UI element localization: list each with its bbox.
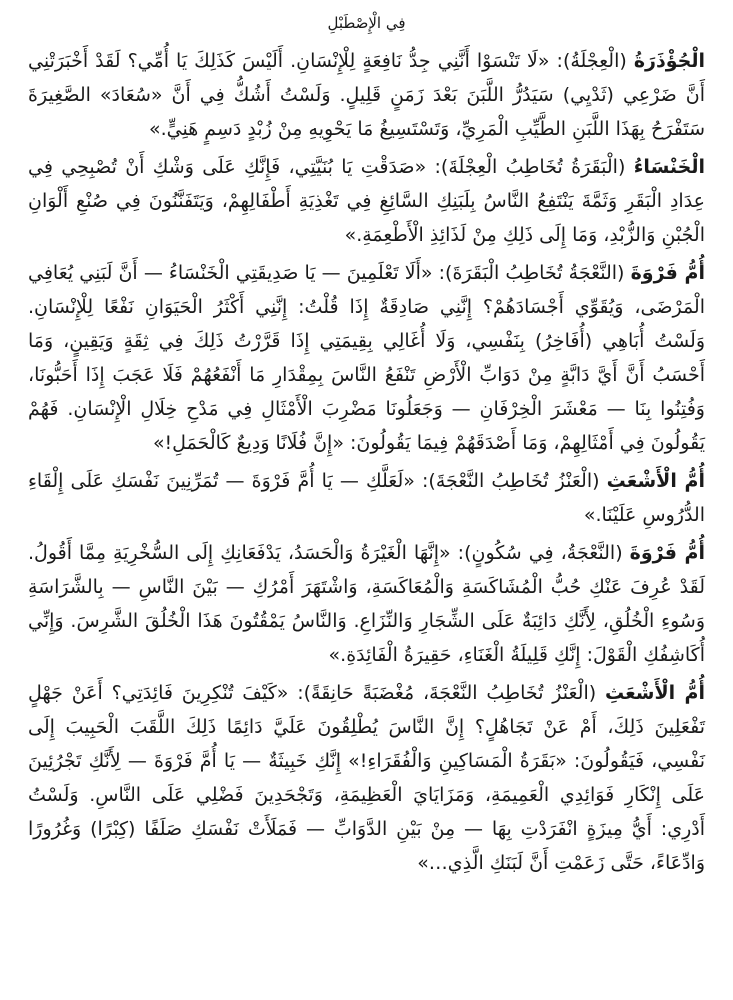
dialogue-text: (النَّعْجَةُ، فِي سُكُونٍ): «إِنَّهَا الْغَيْرَةُ وَالْحَسَدُ، يَدْفَعَانِكِ إِلَى السُّخْرِيَةِ مِمَّا أَقُولُ. لَقَدْ عُرِفَ عَنْكِ حُبُّ الْمُشَاكَسَةِ وَالْمُعَاكَسَةِ، وَاشْتَهَرَ أَمْرُكِ — بَيْنَ النَّاسِ — بِالشَّرَاسَةِ وَسُوءِ الْخُلُقِ، لِأَنَّكِ دَائِبَةٌ عَلَى الشِّجَارِ وَالنِّزَاعِ. وَالنَّاسُ يَمْقُتُونَ هَذَا الْخُلُقَ الشَّرِسَ. وَإِنِّي أُكَاشِفُكِ الْقَوْلَ: إِنَّكِ قَلِيلَةُ الْغَنَاءِ، حَقِيرَةُ الْفَائِدَةِ.» — [28, 542, 705, 666]
speaker-name: الْجُؤْذَرَةُ — [633, 50, 705, 72]
speaker-name: أُمُّ الْأَشْعَثِ — [606, 470, 705, 492]
dialogue-paragraph — [28, 536, 705, 672]
dialogue-paragraph — [28, 256, 705, 460]
dialogue-text: (النَّعْجَةُ تُخَاطِبُ الْبَقَرَةَ): «أَلَا تَعْلَمِينَ — يَا صَدِيقَتِي الْخَنْسَاءُ — أَنَّ لَبَنِي يُعَافِي الْمَرْضَى، وَيُقَوِّي أَجْسَادَهُمْ؟ إِنَّنِي صَادِقَةٌ إِذَا قُلْتُ: إِنَّنِي أَكْثَرُ الْحَيَوَانِ نَفْعًا لِلْإِنْسَانِ. وَلَسْتُ أُبَاهِي (أُفَاخِرُ) بِنَفْسِي، وَلَا أُغَالِي بِقِيمَتِي إِذَا قَرَّرْتُ ذَلِكَ فِي ثِقَةٍ وَيَقِينٍ، وَمَا أَحْسَبُ أَنَّ أَيَّ دَابَّةٍ مِنْ دَوَابِّ الْأَرْضِ تَنْفَعُ النَّاسَ بِمِقْدَارِ مَا أَنْفَعُهُمْ فَلَا عَجَبَ إِذَا أَحَبُّونَا، وَفُتِنُوا بِنَا — مَعْشَرَ الْخِرْفَانِ — وَجَعَلُونَا مَضْرِبَ الْأَمْثَالِ فِي مَدْحِ خِلَالِ الْإِنْسَانِ. فَهُمْ يَقُولُونَ فِي أَمْثَالِهِمْ، وَمَا أَصْدَقَهُمْ فِيمَا يَقُولُونَ: «إِنَّ فُلَانًا وَدِيعٌ كَالْحَمَلِ!» — [28, 262, 705, 454]
dialogue-text: (الْبَقَرَةُ تُخَاطِبُ الْعِجْلَةَ): «صَدَقْتِ يَا بُنَيَّتِي، فَإِنَّكِ عَلَى وَشْكِ أَنْ تُصْبِحِي فِي عِدَادِ الْبَقَرِ وَثَمَّةَ يَنْتَفِعُ النَّاسُ بِلَبَنِكِ السَّائِغِ فِي تَغْذِيَةِ أَطْفَالِهِمْ، وَيَتَفَنَّنُونَ فِي صُنْعِ أَلْوَانِ الْجُبْنِ وَالزُّبْدِ، وَمَا إِلَى ذَلِكِ مِنْ لَذَائِذِ الْأَطْعِمَةِ.» — [28, 156, 705, 246]
dialogue-paragraph — [28, 44, 705, 146]
running-head: فِي الْإِصْطَبْلِ — [327, 14, 406, 32]
speaker-name: الْخَنْسَاءُ — [633, 156, 705, 178]
dialogue-text: (الْعَنْزُ تُخَاطِبُ النَّعْجَةَ): «لَعَلَّكِ — يَا أُمَّ فَرْوَةَ — تُمَرِّنِينَ نَفْسَكِ عَلَى إِلْقَاءِ الدُّرُوسِ عَلَيْنَا.» — [28, 470, 705, 526]
dialogue-paragraph — [28, 150, 705, 252]
speaker-name: أُمُّ فَرْوَةَ — [629, 542, 705, 564]
speaker-name: أُمُّ الْأَشْعَثِ — [604, 682, 705, 704]
dialogue-paragraph — [28, 464, 705, 532]
dialogue-text: (الْعِجْلَةُ): «لَا تَنْسَوْا أَنَّنِي جِدُّ نَافِعَةٍ لِلْإِنْسَانِ. أَلَيْسَ كَذَلِكَ يَا أُمِّي؟ لَقَدْ أَخْبَرَتْنِي أَنَّ ضَرْعِي (ثَدْيِي) سَيَدُرُّ اللَّبَنَ بَعْدَ زَمَنٍ قَلِيلٍ. وَلَسْتُ أَشُكُّ فِي أَنَّ «سُعَادَ» الصَّغِيرَةَ سَتَفْرَحُ بِهَذَا اللَّبَنِ الطَّيِّبِ الْمَرِيِّ، وَتَسْتَسِيغُ مَا يَحْوِيهِ مِنْ زُبْدٍ دَسِمٍ هَنِيٍّ.» — [28, 50, 705, 140]
dialogue-text: (الْعَنْزُ تُخَاطِبُ النَّعْجَةَ، مُغْضَبَةً حَانِقَةً): «كَيْفَ تُنْكِرِينَ فَائِدَتِي؟ أَعَنْ جَهْلٍ تَفْعَلِينَ ذَلِكَ، أَمْ عَنْ تَجَاهُلٍ؟ إِنَّ النَّاسَ يُطْلِقُونَ عَلَيَّ دَائِمًا ذَلِكَ اللَّقَبَ الْحَبِيبَ إِلَى نَفْسِي، فَيَقُولُونَ: «بَقَرَةُ الْمَسَاكِينِ وَالْفُقَرَاءِ!» إِنَّكِ خَبِيثَةٌ — يَا أُمَّ فَرْوَةَ — لِأَنَّكِ تَجْرُئِينَ عَلَى إِنْكَارِ فَوَائِدِي الْعَمِيمَةِ، وَمَزَايَايَ الْعَظِيمَةِ، وَتَجْحَدِينَ فَضْلِي عَلَى النَّاسِ. وَلَسْتُ أَدْرِي: أَيُّ مِيزَةٍ انْفَرَدْتِ بِهَا — مِنْ بَيْنِ الدَّوَابِّ — فَمَلَأَتْ نَفْسَكِ صَلَفًا (كِبْرًا) وَغُرُورًا وَادِّعَاءً، حَتَّى زَعَمْتِ أَنَّ لَبَنَكِ الَّذِي…» — [28, 682, 705, 874]
dialogue-paragraph — [28, 676, 705, 880]
speaker-name: أُمُّ فَرْوَةَ — [630, 262, 705, 284]
